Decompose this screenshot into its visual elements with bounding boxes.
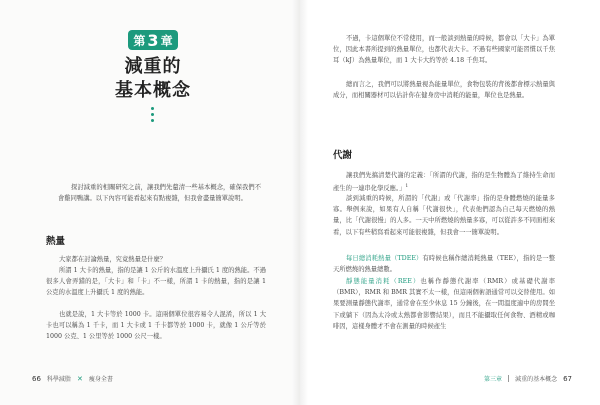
chapter-label: 第三章 [484, 376, 503, 383]
chapter-running-title: 減重的基本概念 [515, 376, 558, 383]
chapter-title-line1: 減重的 [124, 56, 182, 77]
paragraph: 所謂 1 大卡的熱量，指的是讓 1 公斤的水溫度上升攝氏 1 度的熱能。不過很多人會弄錯的是，「大卡」和「卡」不一樣，所謂 1 卡的熱量，指的是讓 1 公克的水溫度上升攝氏 1 度的熱能。 [46, 267, 266, 297]
cross-icon: ✕ [76, 374, 83, 383]
chapter-badge: 第 3 章 [128, 30, 178, 50]
paragraph: 讓我們先搞清楚代謝的定義：「所謂的代謝，指的是生物體為了維持生命而產生的一連串化學反應。」$^1$ [333, 172, 555, 193]
intro-paragraph: 探討減重的相關研究之前，讓我們先釐清一些基本概念，確保我們不會雞同鴨講。以下內容可能看起來有點複雜，但我會盡量簡單說明。 [58, 184, 261, 203]
chapter-title-line2: 基本概念 [115, 80, 191, 101]
book-gutter [292, 0, 308, 405]
section-heading-calories: 熱量 [46, 236, 66, 247]
divider [508, 375, 509, 382]
paragraph: 也就是說，1 大卡等於 1000 卡。這兩個單位很容易令人混淆，所以 1 大卡也可以稱為 1 千卡，而 1 大卡或 1 千卡都等於 1000 卡，就像 1 公斤等於 1000 公克、1 公里等於 1000 公尺一樣。 [46, 311, 266, 341]
paragraph: 不過，卡這個單位不常使用，而一般談到熱量的時候，都會以「大卡」為單位，因此本書所提到的熱量單位，也都代表大卡。不過有些國家可能習慣以千焦耳（kJ）為熱量單位，而 1 大卡大約等於 4.18 千焦耳。 [333, 35, 555, 65]
right-footer [484, 374, 572, 383]
right-page [300, 0, 600, 405]
page-number: 67 [563, 374, 572, 383]
section-heading-metabolism: 代謝 [333, 150, 353, 161]
footnote-marker: 1 [405, 184, 409, 190]
page-number: 66 [32, 374, 41, 383]
left-footer [32, 374, 113, 383]
paragraph: 靜態能量消耗（REE）也稱作靜態代謝率（RMR）或基礎代謝率（BMR），RMR 和 BMR 其實不太一樣，但這兩個術語通常可以交替使用。如果要測量靜態代謝率，通常會在至少休息 15 分鐘後，在一間溫度適中的房間坐下或躺下（因為太冷或太熱都會影響結果），而且不能攝取任何食物、酒精或咖啡因，這樣身體才不會在測量的時候產生 [333, 278, 555, 330]
book-subtitle: 瘦身全書 [88, 376, 113, 383]
paragraph: 大家都在討論熱量，究竟熱量是什麼？ [59, 256, 167, 263]
term-tdee: 每日總消耗熱量（TDEE） [346, 255, 423, 262]
chapter-number: 3 [147, 30, 159, 50]
paragraph: 談到減重的時候，所謂的「代謝」或「代謝率」指的是身體燃燒的能量多寡。舉例來說，如果有人自稱「代謝很快」，代表他們認為自己每天燃燒的熱量，比「代謝很慢」的人多。一天中所燃燒的熱量多寡，可以從許多不同面相來看，以下有些稍寫看起來可能很複雜，但我會一一簡單說明。 [333, 195, 555, 236]
paragraph: 每日總消耗熱量（TDEE）有時候也稱作總消耗熱量（TEE），指的是一整天所燃燒的熱量總數。 [333, 255, 555, 274]
term-ree: 靜態能量消耗（REE） [346, 278, 421, 285]
book-title: 科學減脂 [46, 376, 71, 383]
decorative-dots-icon [150, 107, 154, 122]
paragraph: 總而言之，我們可以將熱量視為能量單位，食物包裝的背後都會標示熱量與成分，而相關器材可以估計你在健身房中消耗的能量，單位也是熱量。 [333, 81, 555, 100]
